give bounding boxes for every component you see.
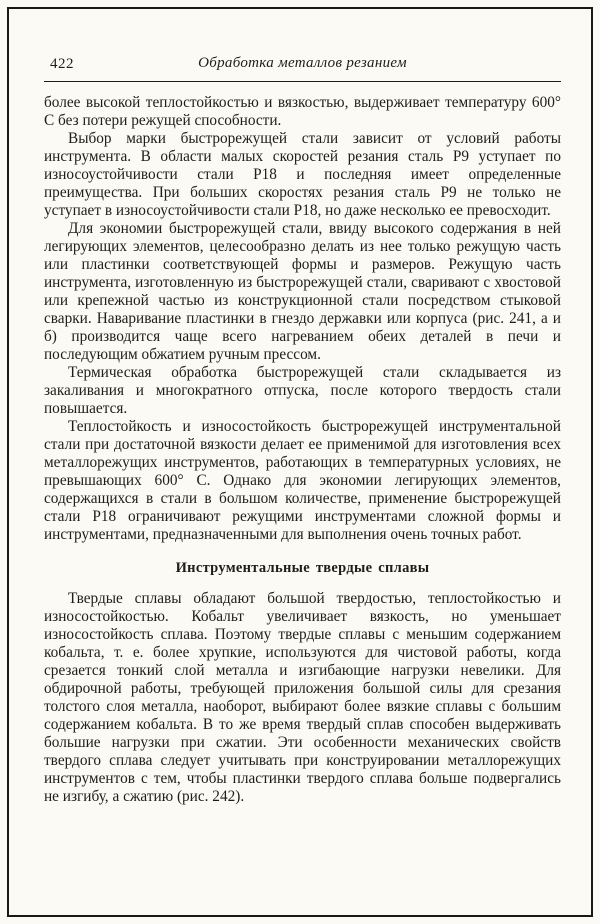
page-number: 422 [50,56,74,72]
body-text [44,94,561,806]
page-header [44,55,561,75]
header-rule [44,81,561,82]
paragraph: Твердые сплавы обладают большой твердостью, теплостойкостью и износостойкостью. Кобальт увеличивает вязкость, но уменьшает износостойкость сплава. Поэтому твердые сплавы с меньшим содержанием кобальта, т. е. более хрупкие, используются для чистовой работы, когда срезается тонкий слой металла и изгибающие нагрузки невелики. Для обдирочной работы, требующей приложения большой силы для срезания толстого слоя металла, наоборот, выбирают более вязкие сплавы с большим содержанием кобальта. В то же время твердый сплав способен выдерживать большие нагрузки при сжатии. Эти особенности механических свойств твердого сплава следует учитывать при конструировании металлорежущих инструментов с тем, чтобы пластинки твердого сплава больше подвергались не изгибу, а сжатию (рис. 242). [44,590,561,805]
paragraph: Теплостойкость и износостойкость быстрорежущей инструментальной стали при достаточной вязкости делает ее применимой для изготовления всех металлорежущих инструментов, работающих в температурных условиях, не превышающих 600° С. Однако для экономии легирующих элементов, содержащихся в стали в большом количестве, применение быстрорежущей стали Р18 ограничивают режущими инструментами сложной формы и инструментами, предназначенными для выполнения очень точных работ. [44,418,561,543]
paragraph: Для экономии быстрорежущей стали, ввиду высокого содержания в ней легирующих элементов, целесообразно делать из нее только режущую часть или пластинки соответствующей формы и размеров. Режущую часть инструмента, изготовленную из быстрорежущей стали, сваривают с хвостовой или крепежной частью из конструкционной стали посредством стыковой сварки. Наваривание пластинки в гнездо державки или корпуса (рис. 241, а и б) производится чаще всего нагреванием обеих деталей в печи и последующим обжатием ручным прессом. [44,220,561,363]
paragraph-continuation: более высокой теплостойкостью и вязкостью, выдерживает температуру 600° С без потери режущей способности. [44,94,561,129]
paragraph: Выбор марки быстрорежущей стали зависит от условий работы инструмента. В области малых скоростей резания сталь Р9 уступает по износоустойчивости стали Р18 и последняя имеет определенные преимущества. При больших скоростях резания сталь Р9 не только не уступает в износоустойчивости стали Р18, но даже несколько ее превосходит. [44,130,561,219]
running-title: Обработка металлов резанием [198,55,407,71]
paragraph: Термическая обработка быстрорежущей стали складывается из закаливания и многократного отпуска, после которого твердость стали повышается. [44,364,561,417]
page-border-frame [7,7,593,917]
section-heading: Инструментальные твердые сплавы [175,560,430,576]
